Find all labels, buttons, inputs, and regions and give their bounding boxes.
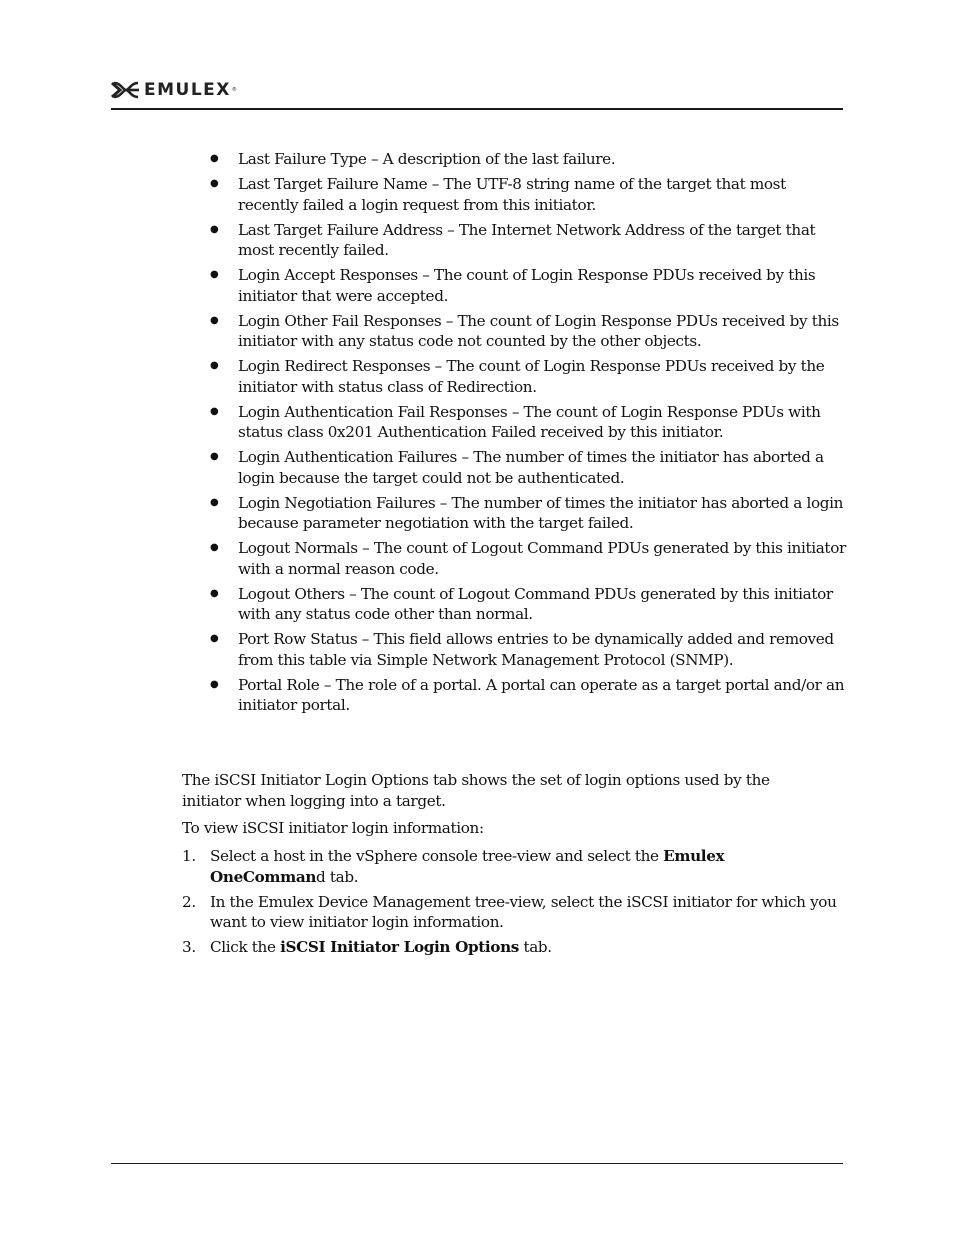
header-divider <box>111 108 843 110</box>
list-item: ● Portal Role – The role of a portal. A portal can operate as a target portal and/or an initiator portal. <box>210 675 845 714</box>
list-item: ● Last Target Failure Address – The Internet Network Address of the target that most recently failed. <box>210 220 816 259</box>
ui-term: iSCSI Initiator Login Options <box>280 938 519 956</box>
list-item: ● Port Row Status – This field allows entries to be dynamically added and removed from this table via Simple Network Management Protocol (SNMP). <box>210 630 834 669</box>
list-item: ● Login Authentication Failures – The number of times the initiator has aborted a login because the target could not be authenticated. <box>210 448 824 487</box>
step-number: 2. <box>182 892 196 911</box>
emulex-logo <box>111 80 237 100</box>
intro-paragraph: The iSCSI Initiator Login Options tab shows the set of login options used by the initiator when logging into a target. <box>182 771 770 810</box>
step-item: 3. Click the iSCSI Initiator Login Options tab. <box>182 938 552 956</box>
step-number: 1. <box>182 847 196 865</box>
list-item: ● Login Negotiation Failures – The number of times the initiator has aborted a login because parameter negotiation with the target failed. <box>210 493 844 532</box>
field-description-list <box>210 149 850 720</box>
procedure-lead: To view iSCSI initiator login information: <box>182 819 484 837</box>
bullet-icon: ● <box>210 405 219 417</box>
bullet-icon: ● <box>210 633 219 644</box>
list-item: ● Login Redirect Responses – The count of Login Response PDUs received by the initiator with status class of Redirection. <box>210 357 825 396</box>
bullet-icon: ● <box>210 496 219 508</box>
bullet-icon: ● <box>210 269 219 280</box>
bullet-icon: ● <box>210 153 219 164</box>
procedure-steps <box>182 846 842 962</box>
bullet-icon: ● <box>210 451 219 462</box>
ui-term: Emulex OneComman <box>210 847 725 886</box>
list-item: ● Login Authentication Fail Responses – The count of Login Response PDUs with status class 0x201 Authentication Failed received by this initiator. <box>210 402 821 441</box>
list-item: ● Login Other Fail Responses – The count of Login Response PDUs received by this initiator with any status code not counted by the other objects. <box>210 311 839 350</box>
bullet-icon: ● <box>210 587 219 599</box>
bullet-icon: ● <box>210 314 219 326</box>
bullet-icon: ● <box>210 223 219 235</box>
step-item: 1. Select a host in the vSphere console tree-view and select the Emulex OneCommand tab. <box>182 847 725 886</box>
page-header <box>111 80 843 110</box>
step-item: 2. In the Emulex Device Management tree-view, select the iSCSI initiator for which you want to view initiator login information. <box>182 892 837 931</box>
trademark-symbol: ® <box>231 87 237 93</box>
bullet-icon: ● <box>210 678 219 690</box>
step-number: 3. <box>182 938 196 956</box>
list-item: ● Logout Normals – The count of Logout Command PDUs generated by this initiator with a normal reason code. <box>210 539 846 578</box>
list-item: ● Last Failure Type – A description of the last failure. <box>210 150 616 168</box>
list-item: ● Login Accept Responses – The count of Login Response PDUs received by this initiator that were accepted. <box>210 266 816 305</box>
bullet-icon: ● <box>210 360 219 371</box>
bullet-icon: ● <box>210 542 219 553</box>
footer-divider <box>111 1163 843 1164</box>
emulex-logo-icon <box>111 81 141 99</box>
bullet-icon: ● <box>210 178 219 189</box>
brand-name: EMULEX <box>144 80 231 100</box>
list-item: ● Logout Others – The count of Logout Command PDUs generated by this initiator with any status code other than normal. <box>210 584 833 623</box>
list-item: ● Last Target Failure Name – The UTF-8 string name of the target that most recently failed a login request from this initiator. <box>210 175 786 214</box>
